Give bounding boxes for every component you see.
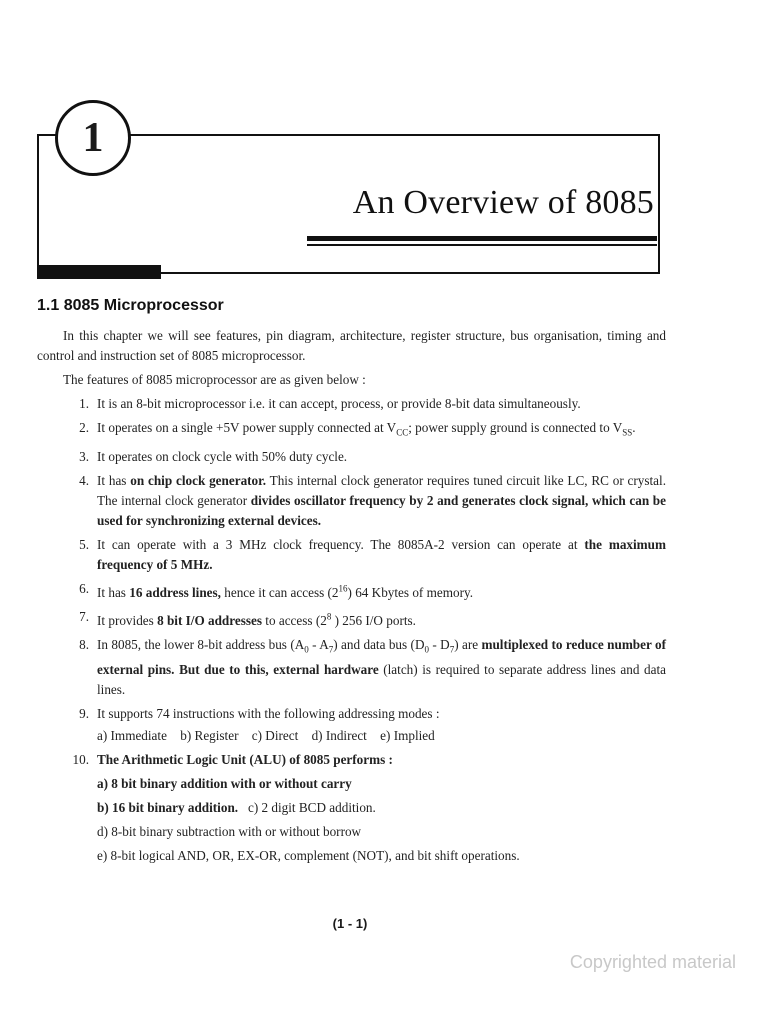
intro-paragraph: In this chapter we will see features, pin diagram, architecture, register structure, bus organisation, timing and control and instruction set of 8085 microprocessor. (37, 328, 666, 363)
feature-text: It has 16 address lines, hence it can access $(2^{16})$ 64 Kbytes of memory. (97, 583, 473, 601)
feature-text: It can operate with a 3 MHz clock frequency. The 8085A-2 version can operate at the maximum frequency of 5 MHz. (97, 536, 666, 572)
features-intro: The features of 8085 microprocessor are as given below : (63, 372, 366, 387)
feature-text: In 8085, the lower 8-bit address bus $(A_0 - A_7)$ and data bus $(D_0 - D_7)$ are multiplexed to reduce number of external pins. But due to this, external hardware (latch) is required to separate address lines and data lines. (97, 637, 666, 698)
chapter-number-badge (55, 100, 131, 176)
feature-text: It is an 8-bit microprocessor i.e. it can accept, process, or provide 8-bit data simultaneously. (97, 396, 581, 411)
list-item: 6. It has 16 address lines, hence it can access $(2^{16})$ 64 Kbytes of memory. (79, 580, 473, 601)
list-item: 9. It supports 74 instructions with the following addressing modes : a) Immediate b) Register c) Direct d) Indirect e) Implied (37, 704, 666, 746)
list-item: 4. It has on chip clock generator. This internal clock generator requires tuned circuit like LC, RC or crystal. The internal clock generator divides oscillator frequency by 2 and generates clock signal, which can be used for synchronizing external devices. (79, 472, 667, 528)
feature-text: It supports 74 instructions with the following addressing modes : (97, 706, 440, 722)
page-number: (1 - 1) (332, 916, 368, 931)
list-item: 2. It operates on a single +5V power supply connected at $V_{CC}$; power supply ground is connected to $V_{SS}$. (79, 420, 636, 438)
title-rule-thick (307, 236, 657, 241)
features-list (37, 394, 666, 770)
chapter-title: An Overview of 8085 (352, 184, 654, 221)
feature-text: It provides 8 bit I/O addresses to access ($2^8$ ) 256 I/O ports. (97, 612, 416, 629)
list-item: 10. The Arithmetic Logic Unit (ALU) of 8085 performs : (72, 752, 393, 768)
list-item: 3. It operates on clock cycle with 50% duty cycle. (79, 448, 348, 464)
chapter-number: 1 (82, 115, 104, 161)
header-accent-bar (37, 265, 161, 279)
alu-op: e) 8-bit logical AND, OR, EX-OR, complement (NOT), and bit shift operations. (97, 848, 520, 864)
section-heading: 1.1 8085 Microprocessor (37, 297, 224, 314)
header-frame-right (658, 134, 660, 274)
body-text (37, 326, 666, 870)
alu-op: b) 16 bit binary addition. c) 2 digit BCD addition. (97, 800, 376, 816)
watermark: Copyrighted material (569, 952, 736, 972)
list-item: 8. In 8085, the lower 8-bit address bus $(A_0 - A_7)$ and data bus $(D_0 - D_7)$ are multiplexed to reduce number of external pins. But due to this, external hardware (latch) is required to separate address lines and data lines. (79, 637, 666, 698)
list-item: 5. It can operate with a 3 MHz clock frequency. The 8085A-2 version can operate at the maximum frequency of 5 MHz. (79, 536, 666, 572)
feature-text: It operates on a single +5V power supply connected at $V_{CC}$; power supply ground is connected to $V_{SS}$. (97, 420, 636, 438)
list-item: 1. It is an 8-bit microprocessor i.e. it can accept, process, or provide 8-bit data simultaneously. (79, 396, 581, 411)
list-item: 7. It provides 8 bit I/O addresses to access ($2^8$ ) 256 I/O ports. (79, 609, 416, 629)
alu-op: a) 8 bit binary addition with or without carry (97, 776, 352, 792)
alu-op: d) 8-bit binary subtraction with or without borrow (97, 824, 362, 840)
feature-text: It has on chip clock generator. This internal clock generator requires tuned circuit like LC, RC or crystal. The internal clock generator divides oscillator frequency by 2 and generates clock signal, which can be used for synchronizing external devices. (97, 472, 667, 528)
title-rule-thin (307, 244, 657, 246)
feature-text: It operates on clock cycle with 50% duty cycle. (97, 448, 348, 464)
header-frame-top (120, 134, 660, 136)
header-frame-left (37, 134, 39, 274)
feature-text: The Arithmetic Logic Unit (ALU) of 8085 performs : (97, 752, 393, 768)
addressing-modes: a) Immediate b) Register c) Direct d) Indirect e) Implied (97, 728, 435, 744)
